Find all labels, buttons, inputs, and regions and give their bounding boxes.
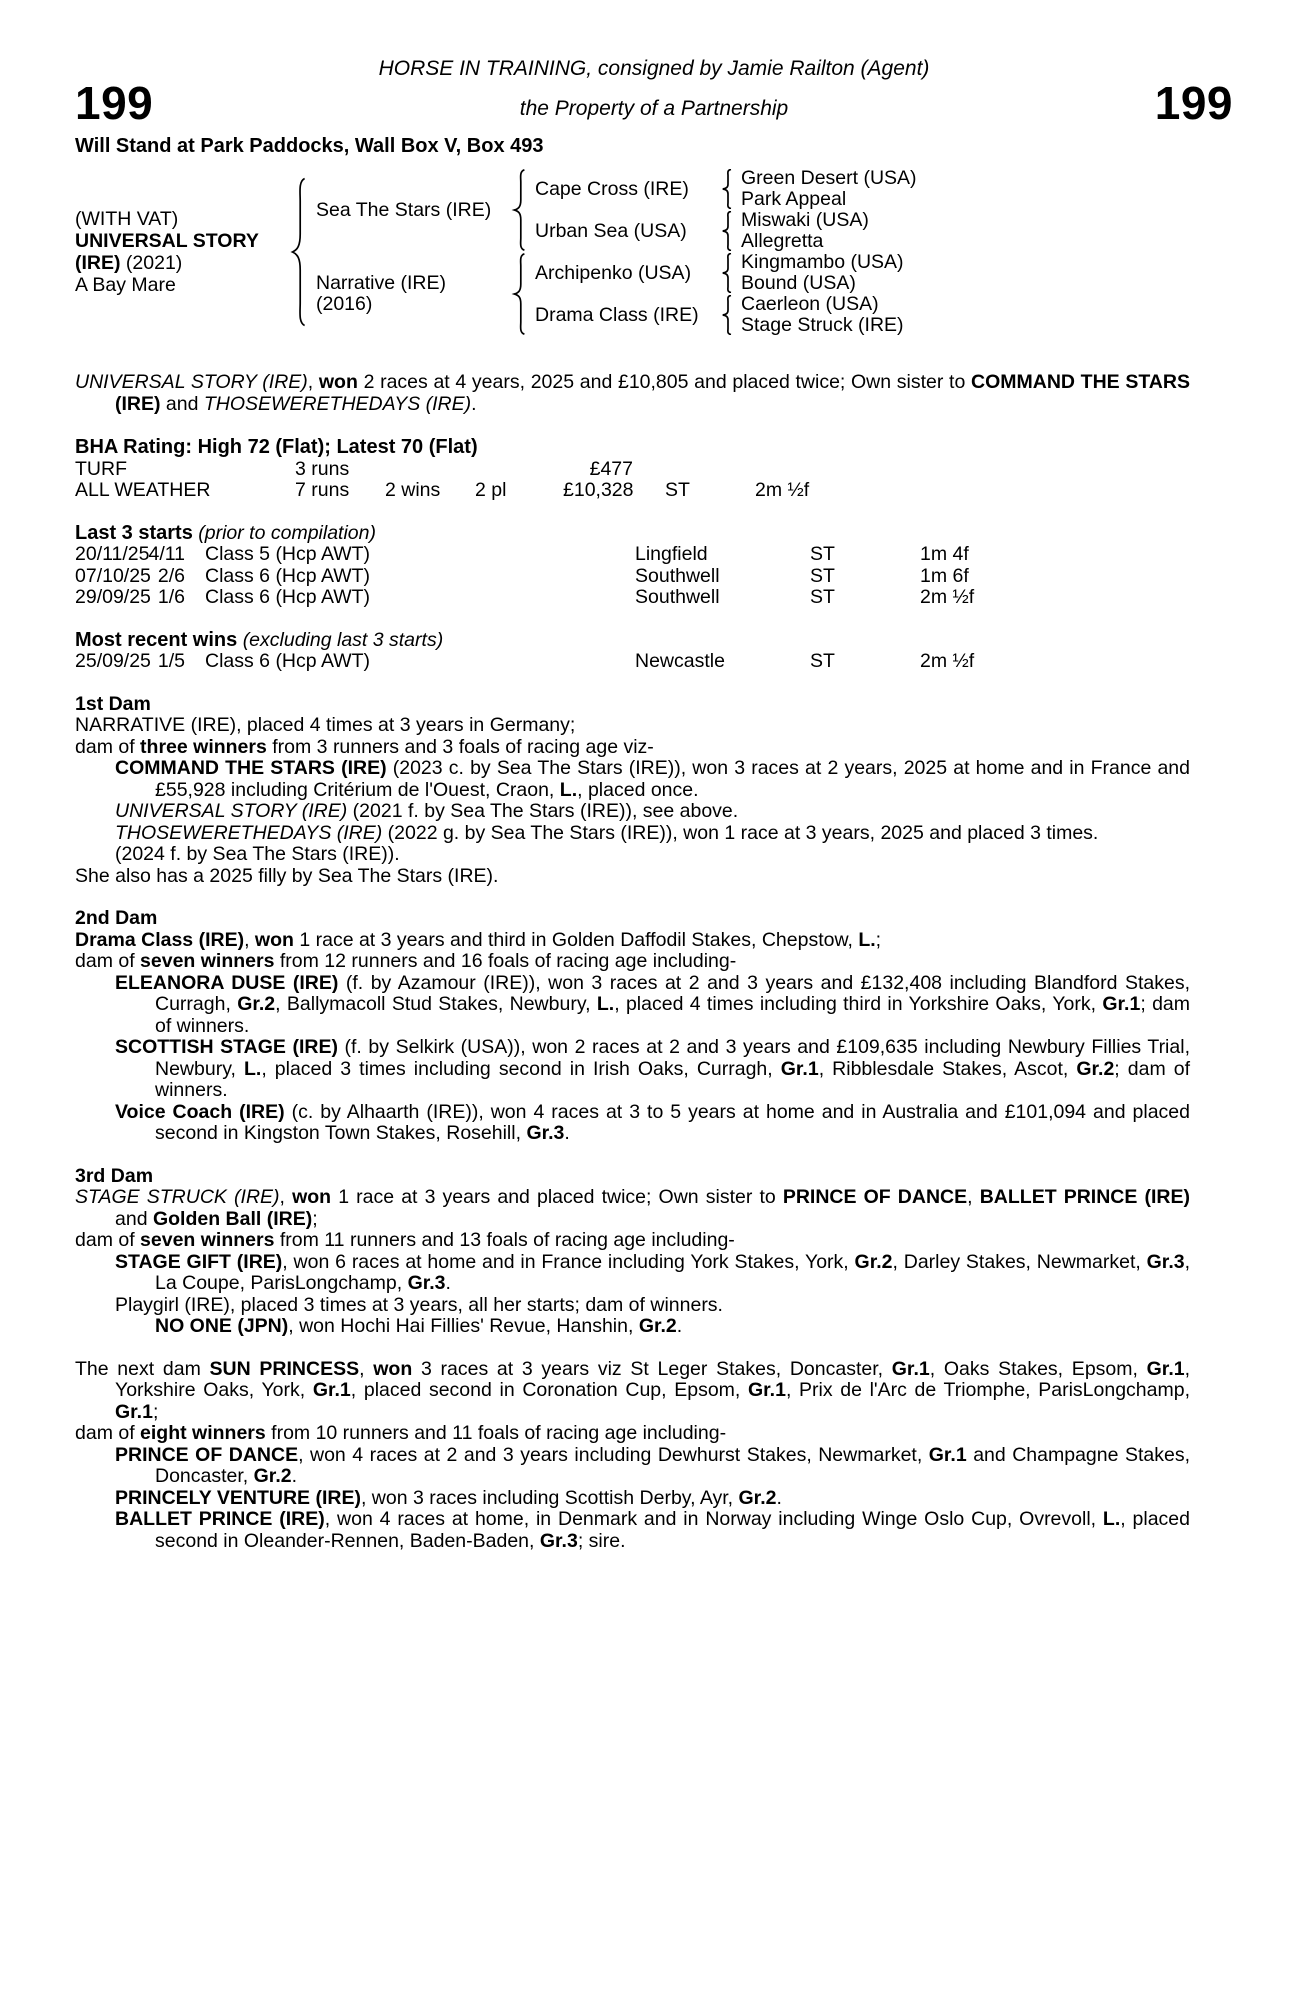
date-cell: 25/09/25 (75, 650, 151, 672)
brace-icon (719, 211, 734, 251)
code-cell (633, 459, 755, 481)
course-cell: Lingfield (635, 543, 708, 565)
position-cell: 4/11 (148, 543, 185, 565)
code-cell: ST (810, 564, 835, 587)
pedigree-paragraph: dam of seven winners from 11 runners and 13 foals of racing age including- (75, 1229, 735, 1251)
date-cell: 29/09/25 (75, 586, 151, 608)
pedigree-paragraph: STAGE STRUCK (IRE), won 1 race at 3 years and placed twice; Own sister to PRINCE OF DANCE, BALLET PRINCE (IRE) and Golden Ball (IRE); (75, 1186, 1191, 1230)
pedigree-paragraph: dam of seven winners from 12 runners and 16 foals of racing age including- (75, 950, 737, 972)
race-cell: Class 5 (Hcp AWT) (205, 543, 371, 565)
position-cell: 1/6 (157, 586, 185, 608)
dam-sections (75, 694, 1190, 1553)
ancestor-name: Bound (USA) (741, 272, 856, 294)
pedigree-paragraph: THOSEWERETHEDAYS (IRE) (2022 g. by Sea The Stars (IRE)), won 1 race at 3 years, 2025 and placed 3 times. (115, 821, 1099, 844)
pedigree-paragraph: dam of eight winners from 10 runners and 11 foals of racing age including- (75, 1422, 727, 1444)
heading-italic: (excluding last 3 starts) (242, 628, 444, 651)
race-cell: Class 6 (Hcp AWT) (205, 564, 371, 587)
earnings-cell: £477 (589, 457, 633, 480)
pedigree-paragraph: Voice Coach (IRE) (c. by Alhaarth (IRE)), won 4 races at 3 to 5 years at home and in Australia and £101,094 and placed second in Kingston Town Stakes, Rosehill, Gr.3. (115, 1100, 1190, 1144)
heading-bold: Most recent wins (75, 628, 238, 651)
ancestor-name: Cape Cross (IRE) (535, 177, 689, 200)
brace-icon (719, 253, 734, 293)
pedigree-paragraph: PRINCE OF DANCE, won 4 races at 2 and 3 years including Dewhurst Stakes, Newmarket, Gr.1 and Champagne Stakes, Doncaster, Gr.2. (115, 1443, 1190, 1487)
date-cell: 07/10/25 (75, 564, 151, 587)
brace-icon (719, 295, 734, 335)
vat-note: (WITH VAT) (75, 208, 179, 230)
race-summary: UNIVERSAL STORY (IRE), won 2 races at 4 years, 2025 and £10,805 and placed twice; Own sister to COMMAND THE STARS (IRE) and THOSEWERETHEDAYS (IRE). (75, 371, 1190, 415)
bha-rating-line: BHA Rating: High 72 (Flat); Latest 70 (Flat) (75, 436, 478, 458)
pedigree-paragraph: BALLET PRINCE (IRE), won 4 races at home, in Denmark and in Norway including Winge Oslo Cup, Ovrevoll, L., placed second in Oleander-Rennen, Baden-Baden, Gr.3; sire. (115, 1508, 1190, 1552)
course-cell: Southwell (635, 586, 720, 608)
pedigree-paragraph: STAGE GIFT (IRE), won 6 races at home and in France including York Stakes, York, Gr.2, Darley Stakes, Newmarket, Gr.3, La Coupe, ParisLongchamp, Gr.3. (115, 1250, 1191, 1294)
code-cell: ST (810, 543, 835, 565)
horse-description: A Bay Mare (75, 274, 176, 296)
pedigree-paragraph: The next dam SUN PRINCESS, won 3 races at 3 years viz St Leger Stakes, Doncaster, Gr.1, Oaks Stakes, Epsom, Gr.1, Yorkshire Oaks, York, Gr.1, placed second in Coronation Cup, Epsom, Gr.1, Prix de l'Arc de Triomphe, ParisLongchamp, Gr.1; (75, 1357, 1191, 1423)
ancestor-name: Archipenko (USA) (535, 261, 692, 284)
ancestor-name: Sea The Stars (IRE) (316, 198, 492, 221)
dam-branch (316, 252, 917, 336)
race-record-table (75, 459, 1190, 502)
ancestor-name: Stage Struck (IRE) (741, 314, 904, 336)
pedigree-paragraph: SCOTTISH STAGE (IRE) (f. by Selkirk (USA)), won 2 races at 2 and 3 years and £109,635 including Newbury Fillies Trial, Newbury, L., placed 3 times including second in Irish Oaks, Curragh, Gr.1, Ribblesdale Stakes, Ascot, Gr.2; dam of winners. (115, 1036, 1191, 1101)
section-heading: 3rd Dam (75, 1164, 154, 1187)
brace-icon (510, 253, 528, 335)
distance-cell (755, 459, 1190, 481)
pedigree-paragraph: UNIVERSAL STORY (IRE) (2021 f. by Sea The Stars (IRE)), see above. (115, 800, 739, 822)
ancestor-name: Green Desert (USA) (741, 167, 917, 189)
code-cell: ST (810, 586, 835, 608)
placed-cell: 2 pl (475, 479, 507, 501)
stand-location-line: Will Stand at Park Paddocks, Wall Box V, Box 493 (75, 135, 544, 157)
ancestor-name: Miswaki (USA) (741, 209, 869, 231)
pedigree-subject (75, 208, 283, 296)
surface-cell: TURF (75, 457, 127, 480)
distance-cell: 2m ½f (755, 479, 810, 501)
heading-bold: Last 3 starts (75, 521, 193, 544)
wins-cell: 2 wins (385, 479, 441, 501)
course-cell: Southwell (635, 564, 720, 587)
pedigree-paragraph: COMMAND THE STARS (IRE) (2023 c. by Sea The Stars (IRE)), won 3 races at 2 years, 2025 at home and in France and £55,928 including Critérium de l'Ouest, Craon, L., placed once. (115, 757, 1190, 801)
distance-cell: 2m ½f (920, 586, 975, 608)
brace-icon (510, 169, 528, 251)
start-row (75, 544, 1190, 566)
recent-wins-heading (75, 630, 1190, 652)
sire-branch (316, 168, 917, 252)
ancestor-name: Caerleon (USA) (741, 293, 879, 315)
horse-name: UNIVERSAL STORY (IRE) (2021) (75, 230, 259, 274)
placed-cell (475, 459, 563, 481)
race-record-row (75, 459, 1190, 481)
ancestor-name: Kingmambo (USA) (741, 251, 904, 273)
brace-icon (719, 169, 734, 209)
sire-name (316, 200, 506, 221)
pedigree-table (75, 168, 1190, 336)
code-cell: ST (810, 650, 835, 672)
brace-icon (287, 177, 309, 327)
race-cell: Class 6 (Hcp AWT) (205, 586, 371, 608)
pedigree-paragraph: ELEANORA DUSE (IRE) (f. by Azamour (IRE)), won 3 races at 2 and 3 years and £132,408 including Blandford Stakes, Curragh, Gr.2, Ballymacoll Stud Stakes, Newbury, L., placed 4 times including third in Yorkshire Oaks, York, Gr.1; dam of winners. (115, 971, 1191, 1037)
pedigree-paragraph: NARRATIVE (IRE), placed 4 times at 3 years in Germany; (75, 714, 576, 736)
lot-number-left: 199 (75, 77, 154, 129)
pedigree-paragraph: NO ONE (JPN), won Hochi Hai Fillies' Revue, Hanshin, Gr.2. (155, 1315, 683, 1337)
start-row (75, 587, 1190, 609)
pedigree-paragraph: (2024 f. by Sea The Stars (IRE)). (115, 843, 400, 865)
page-header (0, 0, 1315, 129)
wins-cell (385, 459, 475, 481)
ancestor-name: Drama Class (IRE) (535, 303, 699, 326)
distance-cell: 2m ½f (920, 650, 975, 672)
position-cell: 2/6 (157, 564, 185, 587)
lot-number-right: 199 (1154, 77, 1233, 129)
pedigree-paragraph: Playgirl (IRE), placed 3 times at 3 years, all her starts; dam of winners. (115, 1293, 723, 1316)
property-line: the Property of a Partnership (519, 96, 789, 120)
pedigree-paragraph: She also has a 2025 filly by Sea The Stars (IRE). (75, 864, 499, 887)
recent-wins-table (75, 651, 1190, 673)
catalogue-page (0, 134, 1315, 1552)
last-starts-heading (75, 523, 1190, 545)
runs-cell: 7 runs (295, 479, 350, 501)
distance-cell: 1m 4f (920, 543, 969, 565)
position-cell: 1/5 (157, 650, 185, 672)
race-cell: Class 6 (Hcp AWT) (205, 650, 371, 672)
ancestor-name: Narrative (IRE) (316, 272, 447, 294)
last-starts-table (75, 544, 1190, 609)
ancestor-year: (2016) (316, 293, 373, 315)
code-cell: ST (665, 479, 690, 501)
date-cell: 20/11/25 (75, 543, 150, 565)
section-heading: 1st Dam (75, 692, 151, 715)
race-record-row (75, 480, 1190, 502)
ancestor-name: Park Appeal (741, 188, 847, 210)
surface-cell: ALL WEATHER (75, 479, 211, 501)
heading-italic: (prior to compilation) (198, 521, 376, 544)
earnings-cell: £10,328 (563, 479, 634, 501)
pedigree-paragraph: dam of three winners from 3 runners and 3 foals of racing age viz- (75, 735, 654, 758)
distance-cell: 1m 6f (920, 564, 969, 587)
win-row (75, 651, 1190, 673)
pedigree-paragraph: PRINCELY VENTURE (IRE), won 3 races including Scottish Derby, Ayr, Gr.2. (115, 1486, 782, 1509)
runs-cell: 3 runs (295, 457, 350, 480)
pedigree-paragraph: Drama Class (IRE), won 1 race at 3 years and third in Golden Daffodil Stakes, Chepstow, L.; (75, 928, 882, 951)
section-heading: 2nd Dam (75, 907, 158, 929)
start-row (75, 566, 1190, 588)
dam-name (316, 273, 506, 315)
course-cell: Newcastle (635, 650, 725, 672)
ancestor-name: Urban Sea (USA) (535, 219, 687, 242)
consignor-line: HORSE IN TRAINING, consigned by Jamie Railton (Agent) (378, 57, 930, 80)
ancestor-name: Allegretta (741, 230, 824, 252)
